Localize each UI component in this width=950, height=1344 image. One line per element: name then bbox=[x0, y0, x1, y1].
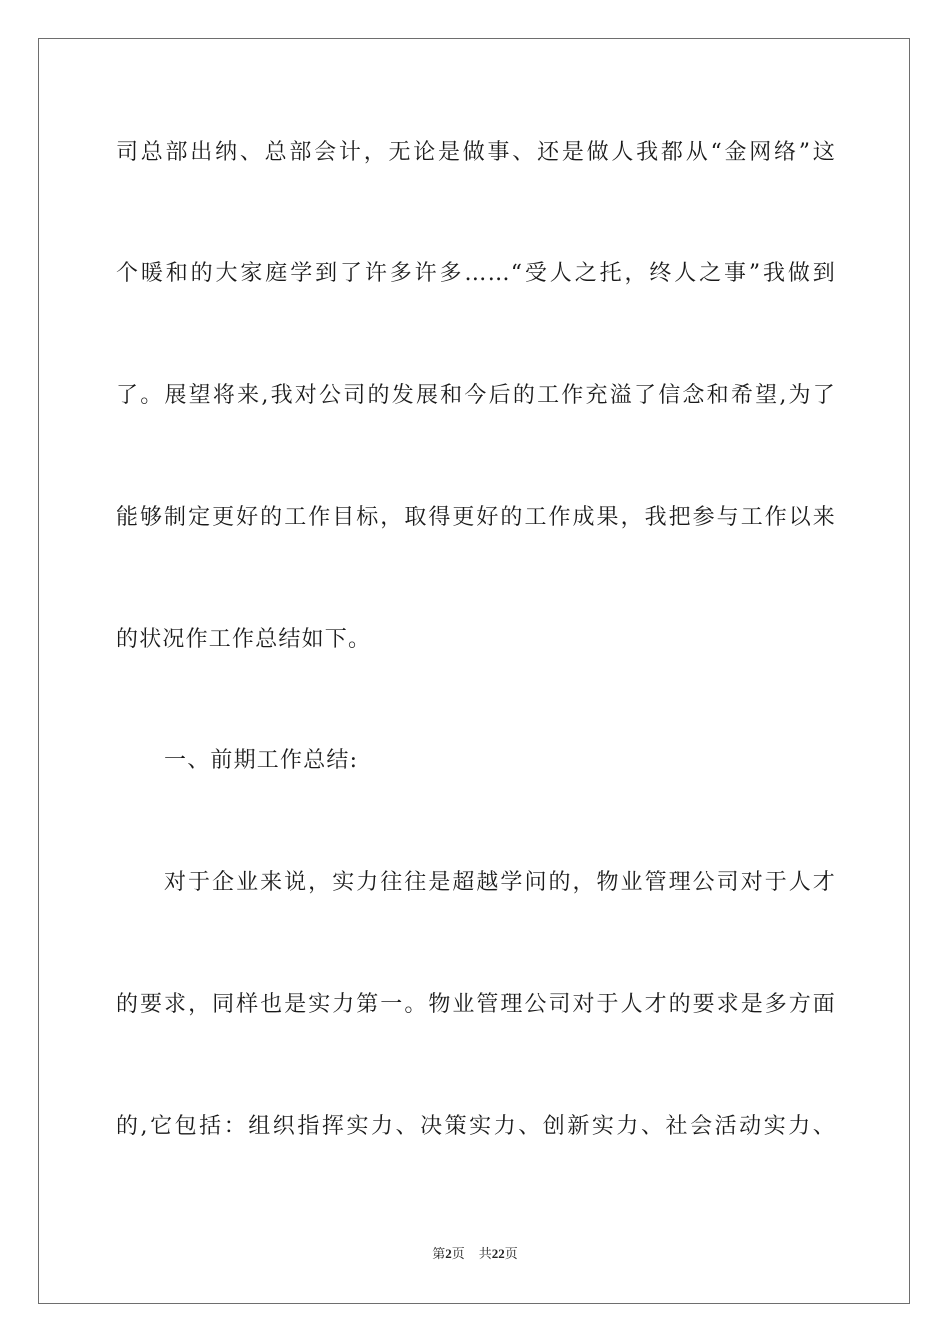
page-number: 2 bbox=[445, 1246, 452, 1261]
body-line-5: 的状况作工作总结如下。 bbox=[116, 627, 372, 652]
body-line-3: 了。展望将来,我对公司的发展和今后的工作充溢了信念和希望,为了 bbox=[116, 383, 836, 408]
total-suffix: 页 bbox=[504, 1246, 518, 1261]
page-suffix: 页 bbox=[451, 1246, 465, 1261]
body-line-1: 司总部出纳、总部会计，无论是做事、还是做人我都从“金网络”这 bbox=[116, 140, 836, 165]
page-footer bbox=[0, 1244, 950, 1264]
total-pages: 22 bbox=[491, 1246, 505, 1261]
total-prefix: 共 bbox=[478, 1246, 492, 1261]
body-line-9: 的,它包括：组织指挥实力、决策实力、创新实力、社会活动实力、 bbox=[116, 1114, 836, 1139]
body-line-2: 个暖和的大家庭学到了许多许多……“受人之托，终人之事”我做到 bbox=[116, 261, 836, 286]
body-line-8: 的要求，同样也是实力第一。物业管理公司对于人才的要求是多方面 bbox=[116, 992, 836, 1017]
body-line-7: 对于企业来说，实力往往是超越学问的，物业管理公司对于人才 bbox=[164, 870, 836, 895]
page-prefix: 第 bbox=[432, 1246, 446, 1261]
section-heading: 一、前期工作总结: bbox=[164, 748, 359, 773]
body-line-4: 能够制定更好的工作目标，取得更好的工作成果，我把参与工作以来 bbox=[116, 505, 836, 530]
